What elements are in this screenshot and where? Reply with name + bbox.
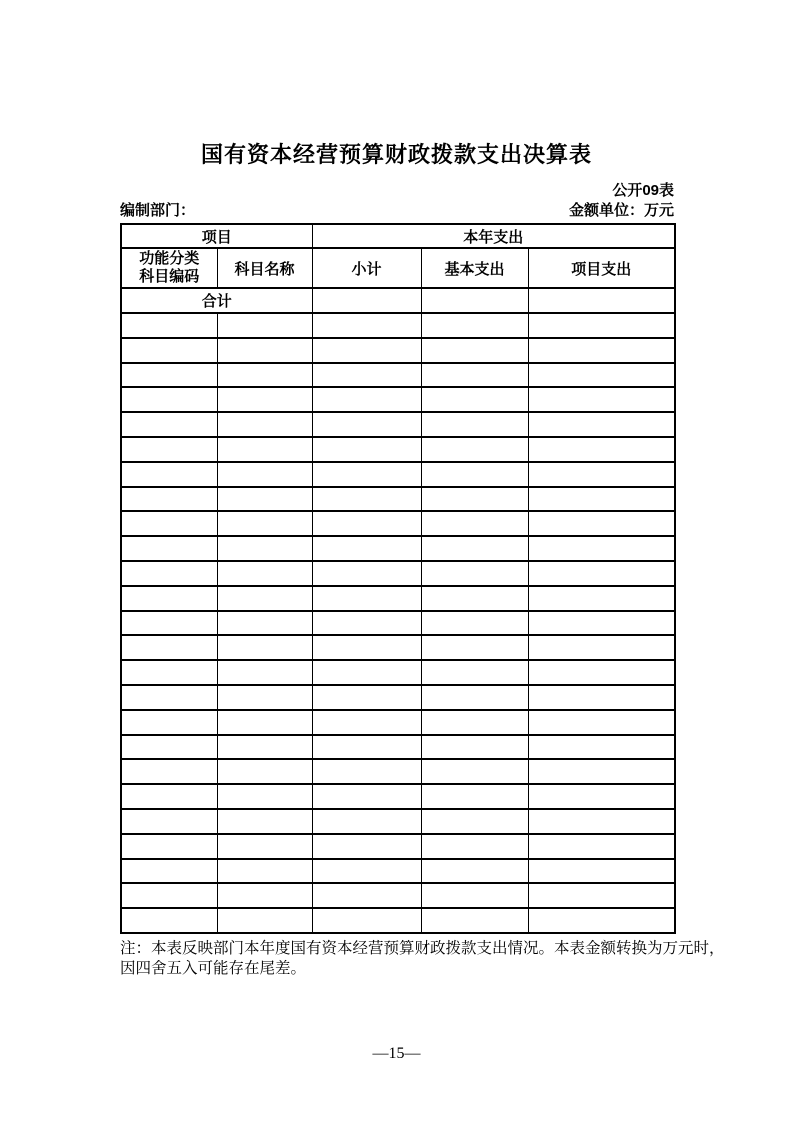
prepared-by-label: 编制部门：	[120, 202, 196, 219]
empty-cell-basic-expenditure	[421, 313, 528, 338]
empty-cell-basic-expenditure	[421, 511, 528, 536]
total-row-label: 合计	[121, 288, 312, 313]
page-title: 国有资本经营预算财政拨款支出决算表	[200, 142, 592, 167]
table-row	[121, 561, 675, 586]
empty-cell-project-expenditure	[528, 735, 675, 760]
table-row	[121, 437, 675, 462]
empty-cell-subtotal	[312, 859, 421, 884]
empty-cell-project-expenditure	[528, 883, 675, 908]
empty-cell-project-expenditure	[528, 784, 675, 809]
empty-cell-subtotal	[312, 784, 421, 809]
table-row	[121, 338, 675, 363]
empty-cell-subtotal	[312, 387, 421, 412]
empty-cell-subtotal	[312, 834, 421, 859]
empty-cell-func-code	[121, 908, 217, 933]
table-row	[121, 487, 675, 512]
empty-cell-basic-expenditure	[421, 859, 528, 884]
table-row	[121, 313, 675, 338]
table-row	[121, 611, 675, 636]
table-row	[121, 635, 675, 660]
empty-cell-func-code	[121, 660, 217, 685]
table-row	[121, 735, 675, 760]
empty-cell-basic-expenditure	[421, 462, 528, 487]
empty-cell-project-expenditure	[528, 586, 675, 611]
empty-cell-subject-name	[217, 883, 312, 908]
empty-cell-func-code	[121, 710, 217, 735]
empty-cell-basic-expenditure	[421, 611, 528, 636]
header-group-row	[121, 224, 675, 248]
empty-cell-subject-name	[217, 511, 312, 536]
empty-cell-subtotal	[312, 586, 421, 611]
empty-cell-subtotal	[312, 611, 421, 636]
form-code-label: 公开09表	[612, 182, 674, 199]
empty-cell-subtotal	[312, 338, 421, 363]
empty-cell-subtotal	[312, 313, 421, 338]
empty-cell-subtotal	[312, 735, 421, 760]
empty-cell-subtotal	[312, 635, 421, 660]
empty-cell-project-expenditure	[528, 561, 675, 586]
empty-cell-subject-name	[217, 437, 312, 462]
empty-cell-basic-expenditure	[421, 660, 528, 685]
empty-cell-func-code	[121, 561, 217, 586]
empty-cell-project-expenditure	[528, 412, 675, 437]
empty-cell-func-code	[121, 611, 217, 636]
table-row	[121, 412, 675, 437]
empty-cell-func-code	[121, 387, 217, 412]
empty-cell-basic-expenditure	[421, 561, 528, 586]
empty-cell-func-code	[121, 883, 217, 908]
empty-cell-func-code	[121, 462, 217, 487]
empty-cell-func-code	[121, 511, 217, 536]
empty-cell-subject-name	[217, 660, 312, 685]
empty-cell-subject-name	[217, 685, 312, 710]
empty-cell-subject-name	[217, 834, 312, 859]
empty-cell-subtotal	[312, 536, 421, 561]
empty-cell-func-code	[121, 313, 217, 338]
note	[120, 939, 793, 979]
table-row	[121, 908, 675, 933]
header-current-year-group: 本年支出	[312, 224, 675, 248]
empty-cell-subject-name	[217, 735, 312, 760]
empty-cell-subject-name	[217, 635, 312, 660]
page-number: —15—	[372, 1044, 421, 1062]
empty-cell-subtotal	[312, 883, 421, 908]
empty-cell-func-code	[121, 536, 217, 561]
empty-cell-func-code	[121, 338, 217, 363]
empty-cell-subject-name	[217, 412, 312, 437]
empty-cell-func-code	[121, 809, 217, 834]
empty-cell-subtotal	[312, 363, 421, 388]
empty-cell-func-code	[121, 735, 217, 760]
table-row	[121, 809, 675, 834]
empty-cell-func-code	[121, 759, 217, 784]
empty-cell-project-expenditure	[528, 635, 675, 660]
empty-cell-basic-expenditure	[421, 908, 528, 933]
expenditure-table	[120, 223, 676, 934]
empty-cell-subtotal	[312, 561, 421, 586]
empty-cell-basic-expenditure	[421, 338, 528, 363]
empty-cell-project-expenditure	[528, 685, 675, 710]
empty-cell-subject-name	[217, 363, 312, 388]
empty-cell-basic-expenditure	[421, 735, 528, 760]
empty-cell-func-code	[121, 437, 217, 462]
empty-cell-basic-expenditure	[421, 387, 528, 412]
empty-cell-subtotal	[312, 437, 421, 462]
empty-cell-basic-expenditure	[421, 586, 528, 611]
empty-cell-project-expenditure	[528, 859, 675, 884]
empty-cell-subtotal	[312, 487, 421, 512]
empty-cell-subtotal	[312, 660, 421, 685]
empty-cell-project-expenditure	[528, 834, 675, 859]
total-basic-expenditure-cell	[421, 288, 528, 313]
table-row	[121, 462, 675, 487]
table-row	[121, 660, 675, 685]
empty-cell-basic-expenditure	[421, 759, 528, 784]
empty-cell-subject-name	[217, 536, 312, 561]
empty-cell-subtotal	[312, 759, 421, 784]
header-subject-name: 科目名称	[217, 248, 312, 288]
empty-cell-subject-name	[217, 313, 312, 338]
table-row	[121, 586, 675, 611]
empty-cell-project-expenditure	[528, 462, 675, 487]
empty-cell-subject-name	[217, 586, 312, 611]
empty-cell-basic-expenditure	[421, 784, 528, 809]
table-row	[121, 859, 675, 884]
empty-cell-project-expenditure	[528, 387, 675, 412]
unit-label: 金额单位：万元	[568, 202, 674, 219]
empty-cell-subtotal	[312, 412, 421, 437]
header-basic-expenditure: 基本支出	[421, 248, 528, 288]
table-row	[121, 511, 675, 536]
header-subtotal: 小计	[312, 248, 421, 288]
empty-cell-subtotal	[312, 710, 421, 735]
empty-cell-basic-expenditure	[421, 809, 528, 834]
header-columns-row	[121, 248, 675, 288]
empty-cell-project-expenditure	[528, 710, 675, 735]
meta-row	[120, 201, 674, 220]
empty-cell-func-code	[121, 586, 217, 611]
empty-cell-project-expenditure	[528, 660, 675, 685]
empty-cell-basic-expenditure	[421, 487, 528, 512]
table-row	[121, 363, 675, 388]
empty-cell-subject-name	[217, 784, 312, 809]
empty-cell-project-expenditure	[528, 363, 675, 388]
total-subtotal-cell	[312, 288, 421, 313]
empty-cell-subject-name	[217, 809, 312, 834]
table-row	[121, 784, 675, 809]
empty-cell-basic-expenditure	[421, 363, 528, 388]
empty-cell-func-code	[121, 487, 217, 512]
empty-cell-basic-expenditure	[421, 635, 528, 660]
empty-cell-basic-expenditure	[421, 437, 528, 462]
header-func-code	[121, 248, 217, 288]
empty-cell-subtotal	[312, 685, 421, 710]
empty-cell-func-code	[121, 635, 217, 660]
empty-cell-subtotal	[312, 908, 421, 933]
table-row	[121, 710, 675, 735]
empty-cell-basic-expenditure	[421, 834, 528, 859]
header-project-group: 项目	[121, 224, 312, 248]
empty-cell-subject-name	[217, 387, 312, 412]
empty-cell-func-code	[121, 412, 217, 437]
empty-cell-project-expenditure	[528, 338, 675, 363]
empty-cell-subject-name	[217, 338, 312, 363]
empty-cell-project-expenditure	[528, 611, 675, 636]
empty-cell-subject-name	[217, 487, 312, 512]
empty-cell-func-code	[121, 784, 217, 809]
empty-cell-basic-expenditure	[421, 685, 528, 710]
empty-cell-project-expenditure	[528, 759, 675, 784]
empty-cell-basic-expenditure	[421, 536, 528, 561]
empty-cell-subject-name	[217, 561, 312, 586]
header-func-code-line2: 科目编码	[139, 268, 200, 285]
note-line-2: 因四舍五入可能存在尾差。	[120, 959, 307, 977]
empty-cell-func-code	[121, 859, 217, 884]
note-line-1: 注：本表反映部门本年度国有资本经营预算财政拨款支出情况。本表金额转换为万元时，	[120, 939, 725, 957]
total-row	[121, 288, 675, 313]
empty-cell-project-expenditure	[528, 511, 675, 536]
empty-cell-project-expenditure	[528, 536, 675, 561]
table-row	[121, 387, 675, 412]
empty-cell-subject-name	[217, 710, 312, 735]
empty-cell-basic-expenditure	[421, 412, 528, 437]
empty-cell-project-expenditure	[528, 487, 675, 512]
empty-cell-project-expenditure	[528, 809, 675, 834]
empty-cell-func-code	[121, 834, 217, 859]
empty-cell-subject-name	[217, 859, 312, 884]
header-project-expenditure: 项目支出	[528, 248, 675, 288]
empty-cell-project-expenditure	[528, 437, 675, 462]
table-row	[121, 883, 675, 908]
empty-cell-subtotal	[312, 809, 421, 834]
empty-cell-subtotal	[312, 462, 421, 487]
empty-cell-project-expenditure	[528, 313, 675, 338]
empty-cell-func-code	[121, 685, 217, 710]
empty-cell-subtotal	[312, 511, 421, 536]
empty-cell-basic-expenditure	[421, 883, 528, 908]
empty-cell-basic-expenditure	[421, 710, 528, 735]
table-row	[121, 536, 675, 561]
header-func-code-line1: 功能分类	[139, 250, 200, 267]
empty-cell-subject-name	[217, 908, 312, 933]
empty-cell-subject-name	[217, 759, 312, 784]
empty-cell-project-expenditure	[528, 908, 675, 933]
empty-cell-func-code	[121, 363, 217, 388]
table-row	[121, 759, 675, 784]
table-row	[121, 685, 675, 710]
empty-cell-subject-name	[217, 611, 312, 636]
total-project-expenditure-cell	[528, 288, 675, 313]
table-row	[121, 834, 675, 859]
empty-cell-subject-name	[217, 462, 312, 487]
